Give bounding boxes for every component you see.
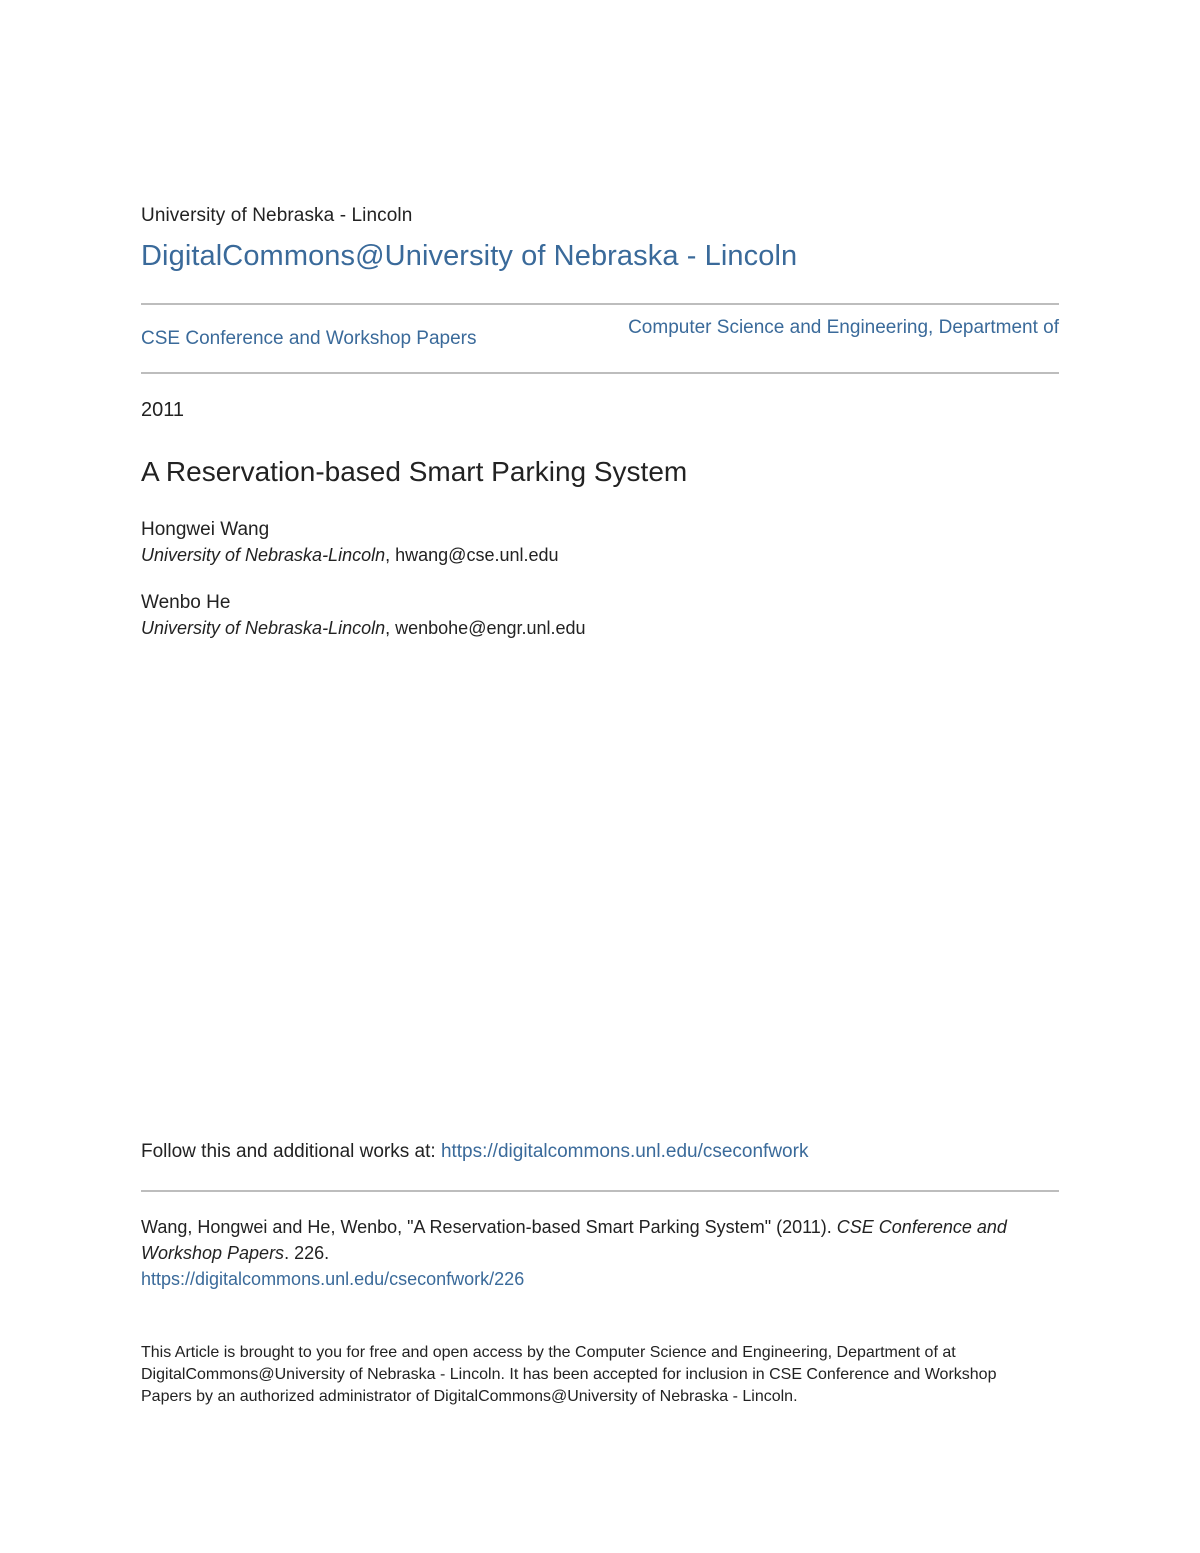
institution-name: University of Nebraska - Lincoln — [141, 205, 413, 226]
access-notice: This Article is brought to you for free and open access by the Computer Science and Engineering, Department of at DigitalCommons@University of Nebraska - Lincoln. It has been accepted for inclusion in CSE Conference and Workshop Papers by an authorized administrator of DigitalCommons@University of Nebraska - Lincoln. — [141, 1344, 997, 1405]
author-affiliation-line: University of Nebraska-Lincoln, hwang@cse.unl.edu — [141, 545, 559, 565]
follow-url-link[interactable]: https://digitalcommons.unl.edu/cseconfwork — [440, 1141, 809, 1162]
author-name: Wenbo He — [141, 592, 231, 613]
author-affiliation-line: University of Nebraska-Lincoln, wenbohe@engr.unl.edu — [141, 618, 586, 638]
author-email: hwang@cse.unl.edu — [395, 545, 559, 565]
citation-suffix: . 226. — [284, 1243, 330, 1263]
cover-page — [141, 0, 1059, 1553]
citation — [141, 1214, 1041, 1292]
follow-line — [141, 1141, 808, 1163]
author-affiliation: University of Nebraska-Lincoln — [141, 545, 386, 565]
author-email: wenbohe@engr.unl.edu — [395, 618, 586, 638]
citation-prefix: Wang, Hongwei and He, Wenbo, "A Reservation-based Smart Parking System" (2011). — [141, 1217, 837, 1237]
article-title: A Reservation-based Smart Parking System — [141, 456, 688, 487]
follow-text: Follow this and additional works at: — [141, 1141, 441, 1162]
header-divider-bottom — [141, 372, 1059, 374]
author-block — [141, 591, 1059, 641]
repository-link[interactable]: DigitalCommons@University of Nebraska - Lincoln — [141, 240, 798, 272]
citation-url-link[interactable]: https://digitalcommons.unl.edu/cseconfwork/226 — [141, 1269, 525, 1289]
department-link[interactable]: Computer Science and Engineering, Department of — [628, 317, 1059, 338]
header-divider-top — [141, 303, 1059, 305]
series-link[interactable]: CSE Conference and Workshop Papers — [141, 328, 477, 349]
author-affiliation: University of Nebraska-Lincoln — [141, 618, 386, 638]
citation-venue: CSE Conference and Workshop Papers — [141, 1217, 1007, 1263]
footer-divider — [141, 1190, 1059, 1192]
publication-year: 2011 — [141, 399, 185, 421]
author-name: Hongwei Wang — [141, 519, 270, 540]
author-block — [141, 518, 1059, 568]
